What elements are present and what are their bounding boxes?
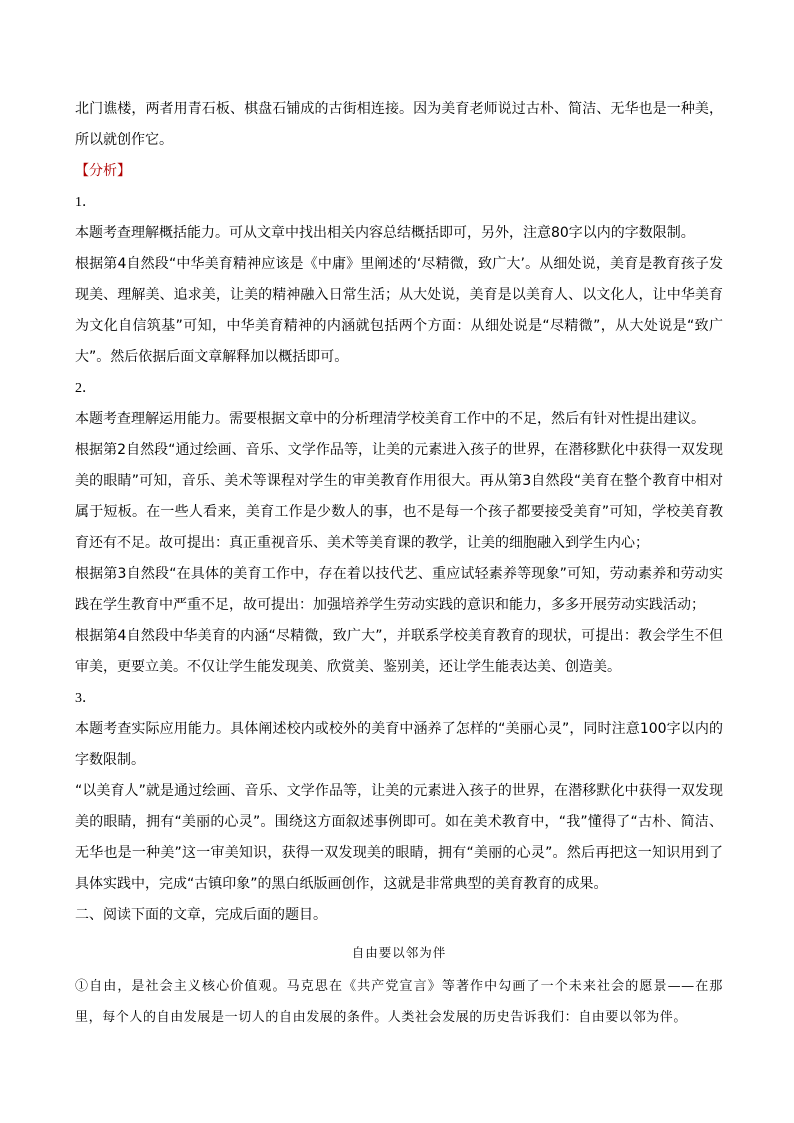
paragraph-q3-detail: “以美育人”就是通过绘画、音乐、文学作品等，让美的元素进入孩子的世界，在潜移默化中获得一双发现美的眼睛，拥有“美丽的心灵”。围绕这方面叙述事例即可。如在美术教育中，“我”懂得了“古朴、简洁、无华也是一种美”这一审美知识，获得一双发现美的眼睛，拥有“美丽的心灵”。然后再把这一知识用到了具体实践中，完成“古镇印象”的黑白纸版画创作，这就是非常典型的美育教育的成果。	[75, 783, 723, 892]
paragraph-q3-summary: 本题考查实际应用能力。具体阐述校内或校外的美育中涵养了怎样的“美丽心灵”，同时注意100字以内的字数限制。	[75, 721, 723, 768]
paragraph-q2-summary: 本题考查理解运用能力。需要根据文章中的分析理清学校美育工作中的不足，然后有针对性提出建议。	[75, 411, 705, 427]
article-title: 自由要以邻为伴	[351, 945, 447, 960]
document-page	[75, 94, 723, 1033]
question-number-3: 3．	[75, 691, 96, 706]
article-paragraph-1: ①自由，是社会主义核心价值观。马克思在《共产党宣言》等著作中勾画了一个未来社会的愿景——在那里，每个人的自由发展是一切人的自由发展的条件。人类社会发展的历史告诉我们：自由要以邻为伴。	[75, 979, 723, 1025]
paragraph-intro: 北门谯楼，两者用青石板、棋盘石铺成的古街相连接。因为美育老师说过古朴、简洁、无华也是一种美，所以就创作它。	[75, 101, 723, 148]
question-number-1: 1．	[75, 195, 96, 210]
paragraph-q2-detail-2: 根据第3自然段“在具体的美育工作中，存在着以技代艺、重应试轻素养等现象”可知，劳动素养和劳动实践在学生教育中严重不足，故可提出：加强培养学生劳动实践的意识和能力，多多开展劳动实践活动；	[75, 566, 723, 613]
paragraph-q2-detail-1: 根据第2自然段“通过绘画、音乐、文学作品等，让美的元素进入孩子的世界，在潜移默化中获得一双发现美的眼睛”可知，音乐、美术等课程对学生的审美教育作用很大。再从第3自然段“美育在整个教育中相对属于短板。在一些人看来，美育工作是少数人的事，也不是每一个孩子都要接受美育”可知，学校美育教育还有不足。故可提出：真正重视音乐、美术等美育课的教学，让美的细胞融入到学生内心；	[75, 442, 723, 551]
paragraph-q1-detail: 根据第4自然段“中华美育精神应该是《中庸》里阐述的‘尽精微，致广大’。从细处说，美育是教育孩子发现美、理解美、追求美，让美的精神融入日常生活；从大处说，美育是以美育人、以文化人，让中华美育为文化自信筑基”可知，中华美育精神的内涵就包括两个方面：从细处说是“尽精微”，从大处说是“致广大”。然后依据后面文章解释加以概括即可。	[75, 256, 723, 365]
paragraph-q1-summary: 本题考查理解概括能力。可从文章中找出相关内容总结概括即可，另外，注意80字以内的字数限制。	[75, 225, 695, 241]
paragraph-q2-detail-3: 根据第4自然段中华美育的内涵“尽精微，致广大”，并联系学校美育教育的现状，可提出：教会学生不但审美，更要立美。不仅让学生能发现美、欣赏美、鉴别美，还让学生能表达美、创造美。	[75, 628, 723, 675]
section-two-instruction: 二、阅读下面的文章，完成后面的题目。	[75, 907, 327, 923]
analysis-heading: 【分析】	[75, 163, 131, 179]
question-number-2: 2．	[75, 381, 96, 396]
